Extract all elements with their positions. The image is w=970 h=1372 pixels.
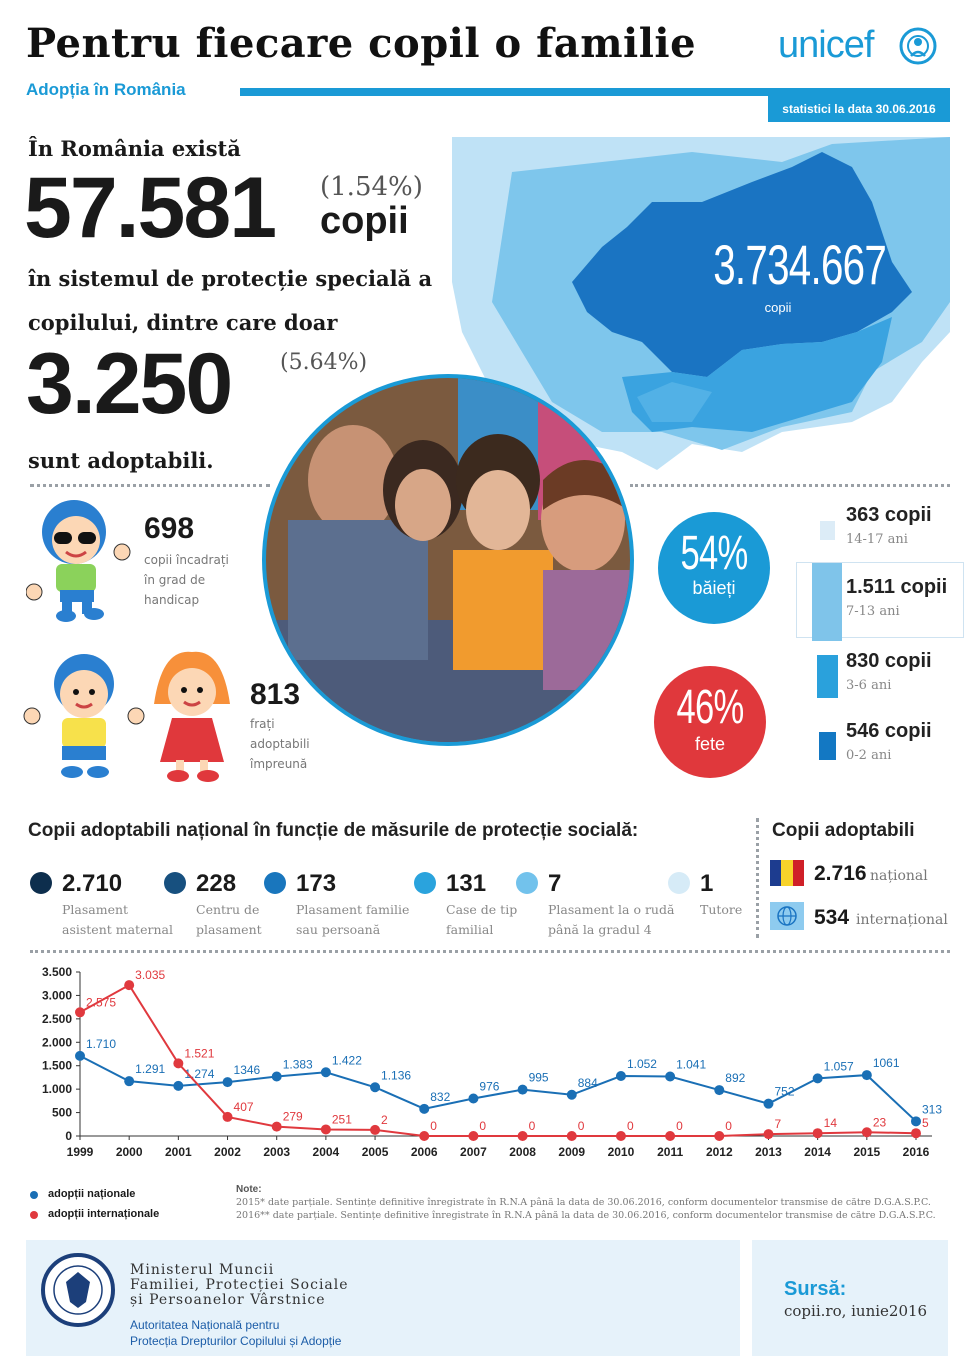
data-label: 0 <box>725 1119 732 1133</box>
x-tick-label: 2006 <box>410 1145 438 1159</box>
total-children-value: 57.581 <box>24 160 276 256</box>
x-tick-label: 2010 <box>607 1145 635 1159</box>
x-tick-label: 2008 <box>509 1145 536 1159</box>
handicap-label-3: handicap <box>144 593 200 607</box>
family-photo <box>258 370 638 750</box>
x-tick-label: 1999 <box>66 1145 94 1159</box>
y-tick-label: 3.000 <box>41 988 72 1003</box>
data-point <box>124 980 134 990</box>
y-tick-label: 2.500 <box>41 1011 72 1026</box>
data-point <box>616 1131 626 1141</box>
data-label: 1.136 <box>381 1068 412 1083</box>
data-point <box>321 1124 331 1134</box>
y-tick-label: 1.000 <box>41 1082 72 1097</box>
data-point <box>616 1071 626 1081</box>
data-point <box>468 1131 478 1141</box>
data-label: 995 <box>528 1070 549 1085</box>
data-label: 1.710 <box>86 1036 117 1051</box>
unicef-emblem-icon <box>896 26 940 66</box>
measure-label: sau persoană <box>296 922 381 937</box>
divider-3 <box>30 950 950 953</box>
map-unit: copii <box>764 300 792 315</box>
measure-label: Case de tip <box>446 902 518 917</box>
siblings-label-3: împreună <box>250 757 308 771</box>
data-point <box>468 1094 478 1104</box>
data-point <box>862 1127 872 1137</box>
legend-international-marker <box>30 1211 38 1219</box>
authority-line-2: Protecția Drepturilor Copilului și Adopție <box>130 1334 342 1348</box>
vertical-divider <box>756 818 759 938</box>
data-label: 892 <box>725 1071 746 1086</box>
age-group-range: 14-17 ani <box>846 532 908 547</box>
measure-value: 173 <box>296 870 337 897</box>
x-tick-label: 2001 <box>165 1145 192 1159</box>
x-tick-label: 2011 <box>657 1145 684 1159</box>
age-group-count: 363 copii <box>846 504 932 526</box>
divider-1 <box>30 484 270 487</box>
measure-color-dot <box>30 872 52 894</box>
legend-national-label: adopții naționale <box>48 1188 136 1200</box>
x-tick-label: 2007 <box>460 1145 487 1159</box>
age-group-range: 3-6 ani <box>846 678 892 693</box>
intro-line-1: În România există <box>28 136 241 161</box>
data-point <box>223 1077 233 1087</box>
measure-value: 131 <box>446 870 487 897</box>
measure-color-dot <box>414 872 436 894</box>
data-point <box>911 1128 921 1138</box>
footer-source-panel <box>752 1240 948 1356</box>
series-line-international <box>80 985 916 1136</box>
divider-1b <box>630 484 950 487</box>
data-label: 279 <box>282 1109 303 1124</box>
data-label: 251 <box>331 1112 352 1127</box>
data-point <box>763 1129 773 1139</box>
source-label: Sursă: <box>784 1278 847 1300</box>
stats-date-badge: statistici la data 30.06.2016 <box>768 96 950 122</box>
authority-line-1: Autoritatea Națională pentru <box>130 1318 280 1332</box>
data-point <box>173 1081 183 1091</box>
data-label: 884 <box>577 1075 598 1090</box>
data-point <box>272 1071 282 1081</box>
data-point <box>272 1122 282 1132</box>
legend-international-label: adopții internaționale <box>48 1208 160 1220</box>
x-tick-label: 2012 <box>705 1145 733 1159</box>
data-label: 832 <box>430 1089 451 1104</box>
data-label: 5 <box>922 1116 929 1131</box>
data-label: 1.041 <box>676 1057 707 1072</box>
data-label: 752 <box>774 1084 795 1099</box>
unicef-logo-text: unicef <box>778 24 874 66</box>
age-group-bar <box>817 655 838 698</box>
boys-label: băieți <box>692 578 736 598</box>
x-tick-label: 2015 <box>853 1145 881 1159</box>
girls-label: fete <box>694 734 726 754</box>
x-tick-label: 2005 <box>361 1145 389 1159</box>
adoptable-intl-label: internațional <box>856 912 948 928</box>
data-point <box>567 1131 577 1141</box>
data-label: 23 <box>872 1115 887 1130</box>
age-group-bar <box>812 563 842 641</box>
data-point <box>813 1128 823 1138</box>
unicef-logo <box>778 24 948 70</box>
data-point <box>75 1007 85 1017</box>
age-group-bar <box>819 732 836 760</box>
y-tick-label: 1.500 <box>41 1058 72 1073</box>
handicap-label-2: în grad de <box>144 573 206 587</box>
y-tick-label: 3.500 <box>41 965 72 979</box>
measure-value: 228 <box>196 870 237 897</box>
notes-line-2: 2016** date parțiale. Sentințe definitive înregistrate în R.N.A până la data de 30.06.2016, conform documentelor transmise de către D.G.A.S.P.C. <box>236 1210 936 1221</box>
boy-cartoon-icon <box>26 492 138 624</box>
adoptions-line-chart <box>20 962 950 1162</box>
y-tick-label: 500 <box>51 1105 72 1120</box>
data-label: 1061 <box>872 1056 900 1071</box>
data-label: 1.274 <box>184 1066 215 1081</box>
map-value: 3.734.667 <box>713 233 887 296</box>
data-label: 1.521 <box>184 1046 215 1061</box>
data-point <box>321 1067 331 1077</box>
data-point <box>763 1099 773 1109</box>
age-group-range: 7-13 ani <box>846 604 900 619</box>
total-children-unit: copii <box>320 200 409 242</box>
adoptable-title: Copii adoptabili <box>772 820 915 841</box>
page-subtitle: Adopția în România <box>26 80 186 99</box>
data-label: 407 <box>233 1099 254 1114</box>
government-seal-icon <box>40 1252 116 1328</box>
x-tick-label: 2003 <box>263 1145 291 1159</box>
intro-line-2: în sistemul de protecție specială a <box>28 266 433 291</box>
data-label: 7 <box>774 1117 782 1132</box>
handicap-label-1: copii încadrați <box>144 553 229 567</box>
boys-pct: 54% <box>680 527 748 580</box>
data-label: 0 <box>626 1119 634 1133</box>
measure-value: 2.710 <box>62 870 123 897</box>
data-label: 0 <box>676 1119 683 1133</box>
adoptable-national-value: 2.716 <box>814 862 867 885</box>
y-tick-label: 2.000 <box>41 1035 72 1050</box>
ministry-line-1: Ministerul Muncii <box>130 1262 275 1278</box>
measure-label: Tutore <box>700 902 743 917</box>
siblings-cartoon-icon <box>22 644 238 784</box>
data-label: 976 <box>479 1079 500 1094</box>
data-label: 0 <box>479 1119 487 1133</box>
ministry-line-3: și Persoanelor Vârstnice <box>130 1292 326 1308</box>
age-group-bar <box>820 521 835 540</box>
measure-label: Plasament la o rudă <box>548 902 675 917</box>
measures-title: Copii adoptabili național în funcție de măsurile de protecție socială: <box>28 820 639 841</box>
adoptable-national-label: național <box>870 868 928 884</box>
data-point <box>419 1104 429 1114</box>
intro-line-3: copilului, dintre care doar <box>28 310 338 335</box>
x-tick-label: 2013 <box>755 1145 782 1159</box>
romania-flag-icon <box>770 860 804 886</box>
adoptable-value: 3.250 <box>26 336 232 432</box>
data-label: 1.057 <box>823 1059 854 1074</box>
data-label: 1346 <box>233 1063 261 1078</box>
y-tick-label: 0 <box>65 1129 72 1143</box>
x-tick-label: 2009 <box>558 1145 586 1159</box>
data-point <box>370 1082 380 1092</box>
data-point <box>813 1073 823 1083</box>
siblings-value: 813 <box>250 678 301 711</box>
adoptable-intl-value: 534 <box>814 906 850 929</box>
age-group-count: 1.511 copii <box>846 576 948 598</box>
data-point <box>419 1131 429 1141</box>
measure-label: Centru de <box>196 902 260 917</box>
measure-label: până la gradul 4 <box>548 922 652 937</box>
ministry-line-2: Familiei, Protecției Sociale <box>130 1277 349 1293</box>
data-label: 1.422 <box>331 1053 362 1068</box>
data-label: 3.035 <box>135 968 166 983</box>
data-point <box>223 1112 233 1122</box>
notes-line-1: 2015* date parțiale. Sentințe definitive înregistrate în R.N.A până la data de 30.06.2016, conform documentelor transmise de către D.G.A.S.P.C. <box>236 1197 931 1208</box>
legend-national-marker <box>30 1191 38 1199</box>
data-point <box>911 1116 921 1126</box>
data-point <box>518 1131 528 1141</box>
data-point <box>665 1131 675 1141</box>
age-group-count: 830 copii <box>846 650 932 672</box>
data-label: 0 <box>577 1119 585 1133</box>
data-point <box>714 1131 724 1141</box>
measure-label: Plasament <box>62 902 129 917</box>
intro-line-4: sunt adoptabili. <box>28 448 214 473</box>
data-label: 2.575 <box>86 995 117 1010</box>
age-group-count: 546 copii <box>846 720 932 742</box>
x-tick-label: 2016 <box>902 1145 930 1159</box>
data-point <box>518 1085 528 1095</box>
girls-pct: 46% <box>676 681 744 734</box>
measure-color-dot <box>516 872 538 894</box>
age-group-range: 0-2 ani <box>846 748 892 763</box>
measure-color-dot <box>668 872 690 894</box>
measure-label: Plasament familie <box>296 902 410 917</box>
measure-label: familial <box>446 922 494 937</box>
data-point <box>567 1090 577 1100</box>
adoptable-pct: (5.64%) <box>280 350 368 375</box>
x-tick-label: 2002 <box>214 1145 241 1159</box>
page-title: Pentru fiecare copil o familie <box>26 20 697 67</box>
header-rule <box>240 88 950 96</box>
measure-value: 1 <box>700 870 714 897</box>
measure-label: plasament <box>196 922 262 937</box>
data-point <box>714 1085 724 1095</box>
handicap-value: 698 <box>144 512 195 545</box>
data-label: 313 <box>922 1102 943 1117</box>
siblings-label-2: adoptabili <box>250 737 310 751</box>
source-link[interactable]: copii.ro, iunie2016 <box>784 1302 928 1320</box>
data-point <box>862 1070 872 1080</box>
data-label: 1.291 <box>135 1062 166 1077</box>
measure-color-dot <box>264 872 286 894</box>
data-label: 2 <box>381 1112 388 1127</box>
data-label: 1.052 <box>626 1057 657 1072</box>
x-tick-label: 2000 <box>115 1145 143 1159</box>
data-label: 0 <box>430 1119 437 1133</box>
x-tick-label: 2014 <box>804 1145 831 1159</box>
data-point <box>173 1058 183 1068</box>
siblings-label-1: frați <box>250 717 275 731</box>
data-label: 0 <box>528 1119 536 1133</box>
measure-color-dot <box>164 872 186 894</box>
data-point <box>124 1076 134 1086</box>
measure-label: asistent maternal <box>62 922 173 937</box>
notes-title: Note: <box>236 1184 262 1195</box>
total-children-pct: (1.54%) <box>320 172 423 202</box>
data-label: 14 <box>823 1116 838 1131</box>
x-tick-label: 2004 <box>312 1145 340 1159</box>
data-point <box>370 1125 380 1135</box>
data-point <box>665 1071 675 1081</box>
measure-value: 7 <box>548 870 562 897</box>
data-point <box>75 1051 85 1061</box>
data-label: 1.383 <box>282 1057 313 1072</box>
globe-icon <box>770 902 804 930</box>
